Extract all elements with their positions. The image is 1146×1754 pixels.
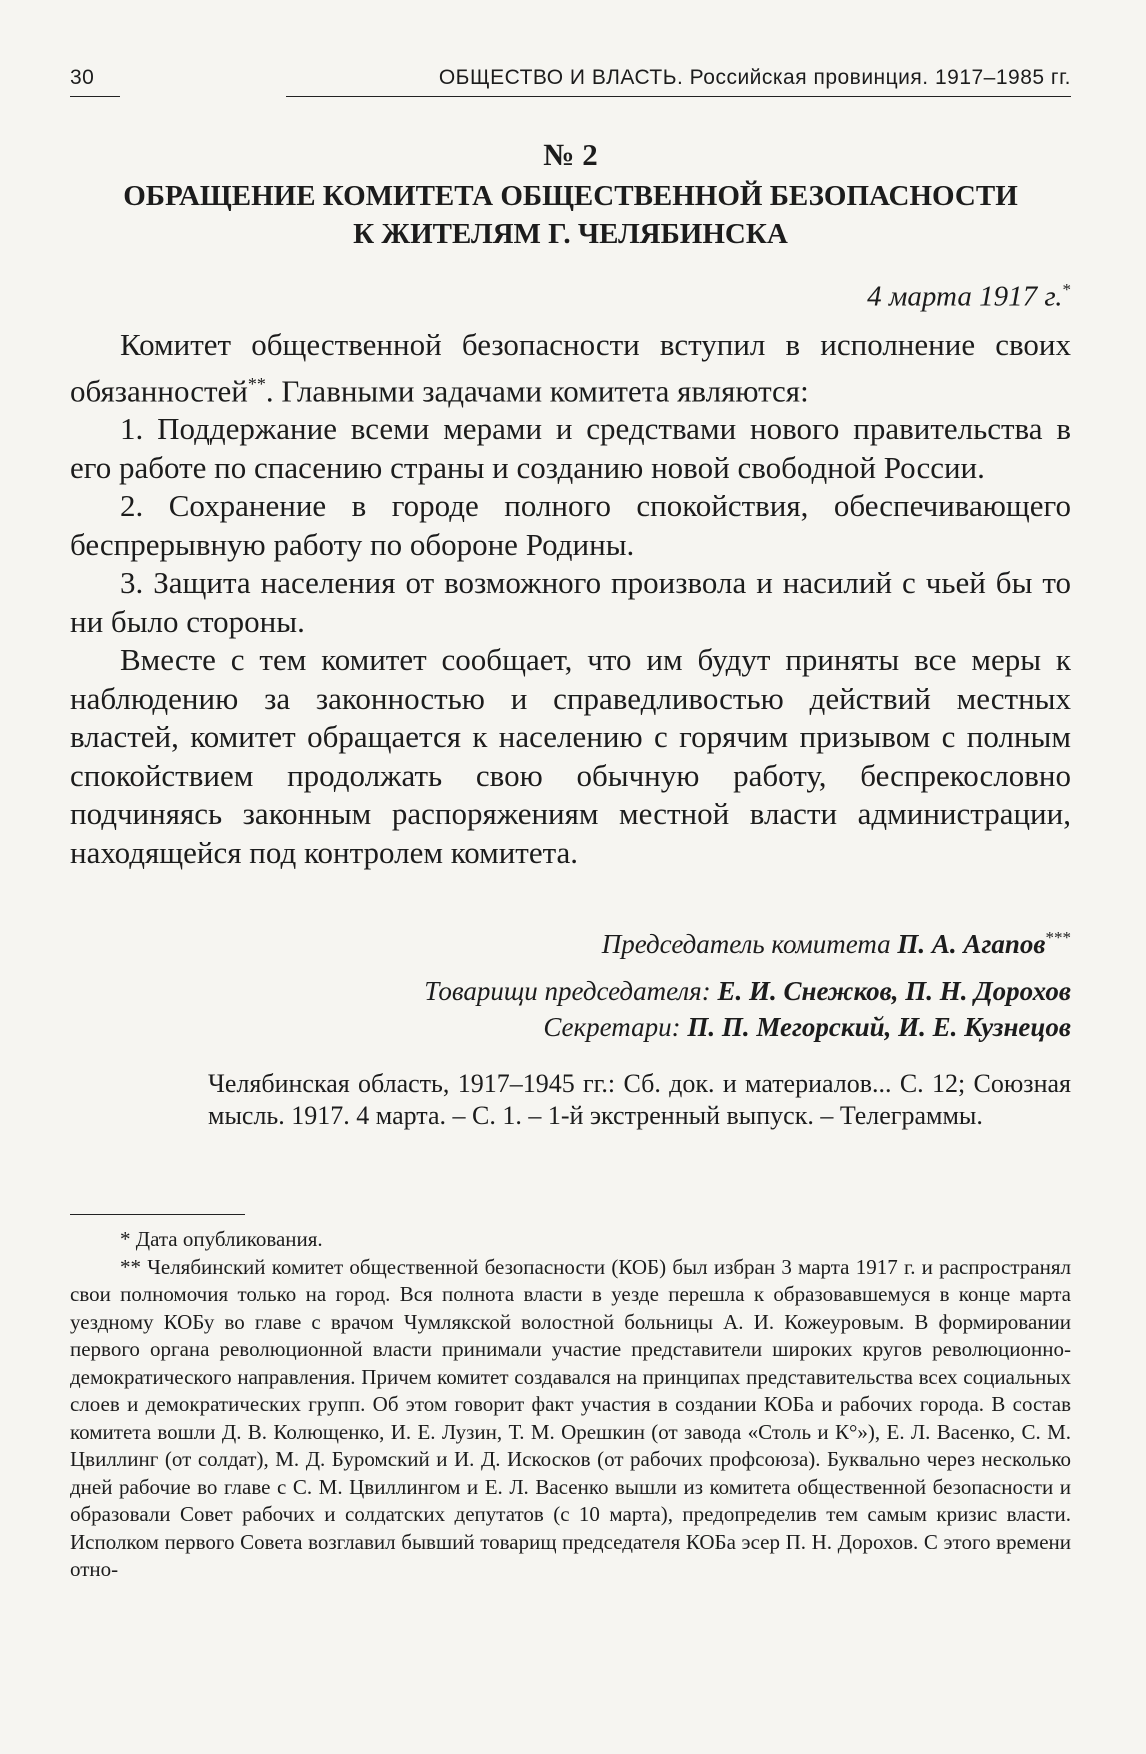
intro-text: Комитет общественной безопасности вступил в исполнение своих обязанностей (70, 327, 1071, 408)
deputies-names: Е. И. Снежков, П. Н. Дорохов (717, 976, 1071, 1006)
footnote-2: ** Челябинский комитет общественной безопасности (КОБ) был избран 3 марта 1917 г. и распространял свои полномочия только на город. Вся полнота власти в уезде перешла к образовавшемуся в конце марта уездному КОБу во главе с врачом Чумлякской волостной больницы А. И. Кожеуровым. В формировании первого органа революционной власти принимали участие представители широких кругов революционно-демократического направления. Причем комитет создавался на принципах представительства всех социальных слоев и демократических групп. Об этом говорит факт участия в создании КОБа и рабочих города. В состав комитета вошли Д. В. Колющенко, И. Е. Лузин, Т. М. Орешкин (от завода «Столь и К°»), Е. Л. Васенко, С. М. Цвиллинг (от солдат), М. Д. Буромский и И. Д. Искосков (от рабочих профсоюза). Буквально через несколько дней рабочие во главе с С. М. Цвиллингом и Е. Л. Васенко вышли из комитета общественной безопасности и образовали Совет рабочих и солдатских депутатов (с 10 марта), предопределив тем самым кризис власти. Исполком первого Совета возглавил бывший товарищ председателя КОБа эсер П. Н. Дорохов. С этого времени отно- (70, 1254, 1071, 1581)
running-header (70, 66, 1071, 100)
date-footnote-mark: * (1062, 280, 1071, 299)
running-title: ОБЩЕСТВО И ВЛАСТЬ. Российская провинция. 1917–1985 гг. (438, 66, 1071, 89)
footnotes (70, 1226, 1071, 1584)
chair-name: П. А. Агапов (897, 929, 1046, 959)
page-number: 30 (70, 66, 95, 89)
task-item-1: 1. Поддержание всеми мерами и средствами нового правительства в его работе по спасению страны и созданию новой свободной России. (70, 411, 1071, 485)
secretaries-role: Секретари: (543, 1012, 681, 1042)
header-rule-right (286, 96, 1071, 97)
chair-footnote-mark: *** (1045, 928, 1071, 947)
signature-chair (602, 928, 1071, 960)
document-title-line-2: К ЖИТЕЛЯМ Г. ЧЕЛЯБИНСКА (353, 218, 788, 250)
source-citation: Челябинская область, 1917–1945 гг.: Сб. док. и материалов... С. 12; Союзная мысль. 1917. 4 марта. – С. 1. – 1-й экстренный выпуск. – Телеграммы. (208, 1069, 1071, 1130)
document-title (70, 177, 1071, 253)
task-item-2: 2. Сохранение в городе полного спокойствия, обеспечивающего беспрерывную работу по обороне Родины. (70, 488, 1071, 562)
secretaries-names: П. П. Мегорский, И. Е. Кузнецов (687, 1012, 1071, 1042)
footnote-divider (70, 1214, 245, 1215)
intro-paragraph (70, 326, 1071, 410)
footnote-1: * Дата опубликования. (120, 1227, 323, 1251)
intro-footnote-mark: ** (247, 373, 266, 394)
chair-role: Председатель комитета (601, 929, 891, 959)
header-rule-left (70, 96, 120, 97)
deputies-role: Товарищи председателя: (424, 976, 711, 1006)
document-title-line-1: ОБРАЩЕНИЕ КОМИТЕТА ОБЩЕСТВЕННОЙ БЕЗОПАСНОСТИ (123, 180, 1018, 212)
document-date (867, 280, 1071, 314)
signature-deputies (424, 976, 1071, 1007)
intro-text-continued: . Главными задачами комитета являются: (265, 372, 809, 408)
date-text: 4 марта 1917 г. (867, 280, 1063, 313)
task-item-3: 3. Защита населения от возможного произвола и насилий с чьей бы то ни было стороны. (70, 565, 1071, 639)
closing-paragraph: Вместе с тем комитет сообщает, что им будут приняты все меры к наблюдению за законностью и справедливостью действий местных властей, комитет обращается к населению с горячим призывом с полным спокойствием продолжать свою обычную работу, беспрекословно подчиняясь законным распоряжениям местной власти администрации, находящейся под контролем комитета. (70, 642, 1071, 870)
document-number: № 2 (543, 137, 598, 172)
signature-secretaries (543, 1012, 1071, 1043)
document-body (70, 326, 1071, 872)
